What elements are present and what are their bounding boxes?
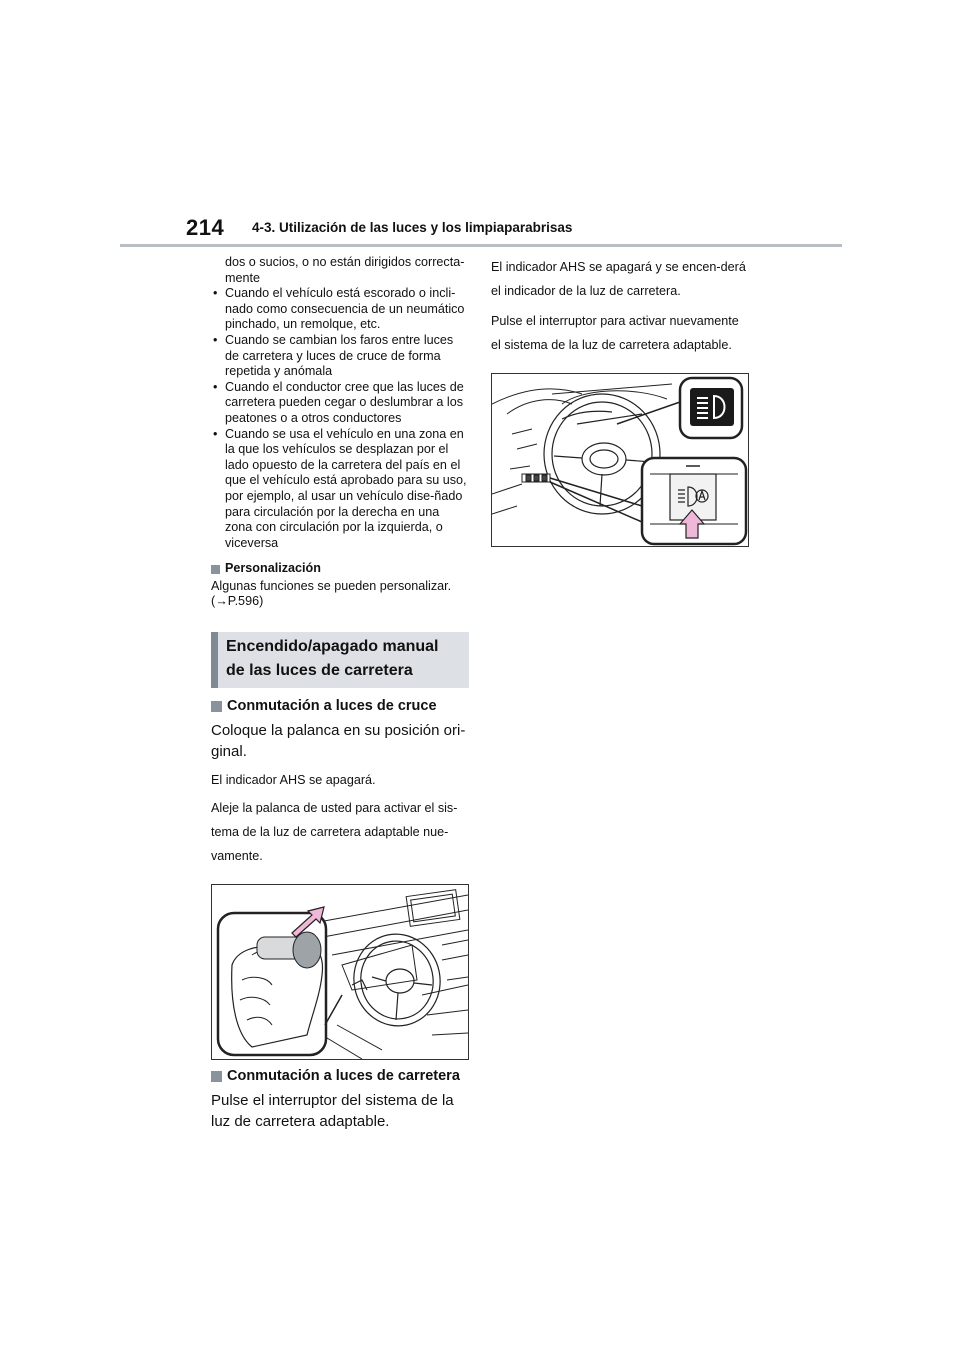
right-column	[491, 255, 751, 547]
list-item: • Cuando se cambian los faros entre luces de carretera y luces de cruce de forma repetida y anómala	[211, 333, 469, 380]
low-beam-heading: Conmutación a luces de cruce	[211, 698, 469, 714]
reactivate-instruction: Pulse el interruptor para activar nuevamente el sistema de la luz de carretera adaptable.	[491, 314, 739, 352]
reactivate-note: Aleje la palanca de usted para activar el sis-tema de la luz de carretera adaptable nue-vamente.	[211, 801, 458, 864]
high-beam-heading: Conmutación a luces de carretera	[211, 1068, 469, 1084]
header-divider	[120, 244, 842, 247]
high-beam-indicator-inset	[680, 378, 742, 438]
list-item: • Cuando el vehículo está escorado o incli-nado como consecuencia de un neumático pinchado, un remolque, etc.	[211, 286, 469, 333]
continued-text: dos o sucios, o no están dirigidos correcta-mente	[225, 255, 465, 285]
low-beam-instruction: Coloque la palanca en su posición ori-ginal.	[211, 722, 466, 761]
square-bullet-icon	[211, 701, 222, 712]
list-item: • Cuando el conductor cree que las luces de carretera pueden cegar o deslumbrar a los peatones o a otros conductores	[211, 380, 469, 427]
left-column	[211, 255, 469, 1132]
section-heading-box: Encendido/apagado manual de las luces de carretera	[211, 632, 469, 688]
section-title: 4-3. Utilización de las luces y los limpiaparabrisas	[252, 220, 573, 235]
steering-wheel-drawing	[345, 926, 448, 1034]
switch-illustration	[491, 373, 749, 547]
personalization-heading: Personalización	[211, 561, 469, 577]
page-number: 214	[186, 215, 225, 240]
page-reference-link[interactable]: (→P.596)	[211, 594, 264, 609]
indicator-note: El indicador AHS se apagará y se encen-derá el indicador de la luz de carretera.	[491, 260, 746, 298]
list-item: • Cuando se usa el vehículo en una zona en la que los vehículos se desplazan por el lado opuesto de la carretera del país en el que el vehículo está aprobado para su uso, por ejemplo, al usar un vehículo dise-ñado para circulación por la derecha en una zona con circulación por la izquierda, o viceversa	[211, 427, 469, 552]
personalization-text: Algunas funciones se pueden personalizar.	[211, 578, 452, 593]
square-bullet-icon	[211, 565, 220, 574]
ahs-off-note: El indicador AHS se apagará.	[211, 773, 376, 788]
square-bullet-icon	[211, 1071, 222, 1082]
ahs-switch-inset	[642, 458, 746, 544]
condition-list	[211, 286, 469, 551]
lever-illustration	[211, 884, 469, 1060]
high-beam-instruction: Pulse el interruptor del sistema de la luz de carretera adaptable.	[211, 1092, 454, 1131]
hand-lever-inset	[218, 913, 342, 1055]
